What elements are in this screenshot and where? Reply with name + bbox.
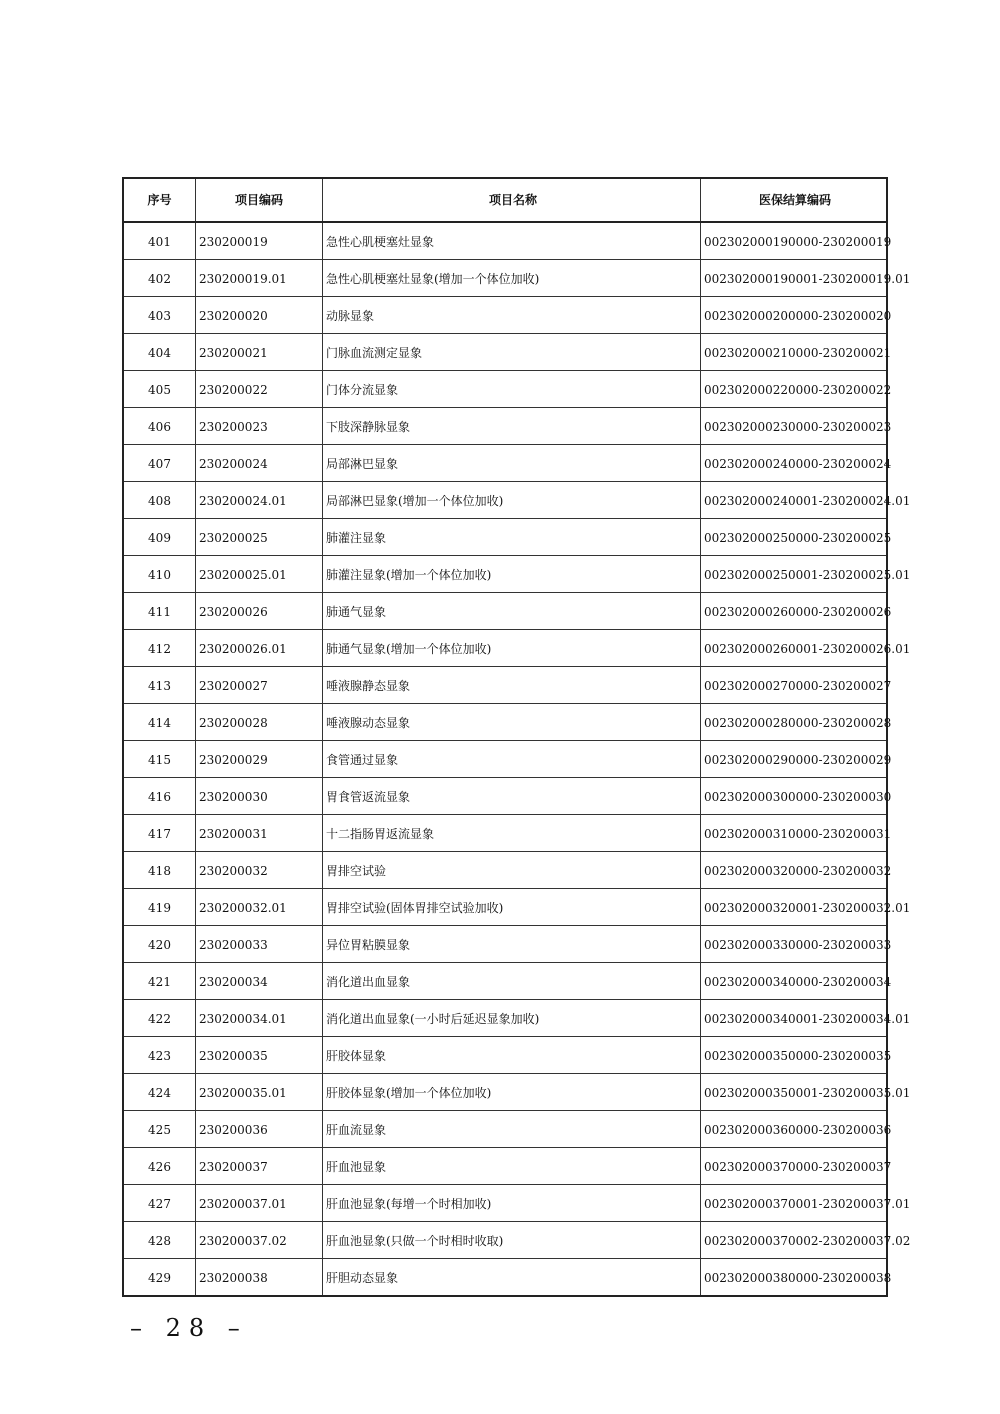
table-header: [123, 178, 887, 222]
cell-seq: 416: [123, 778, 196, 815]
cell-item-name: 门脉血流测定显象: [323, 334, 701, 371]
cell-item-code: 230200032.01: [196, 889, 323, 926]
cell-item-name: 唾液腺静态显象: [323, 667, 701, 704]
cell-item-name: 动脉显象: [323, 297, 701, 334]
table-row: [123, 556, 887, 593]
cell-seq: 406: [123, 408, 196, 445]
cell-item-code: 230200030: [196, 778, 323, 815]
cell-seq: 409: [123, 519, 196, 556]
table-row: [123, 963, 887, 1000]
table-row: [123, 519, 887, 556]
cell-insurance-code: 002302000190001-230200019.01: [701, 260, 888, 297]
cell-item-code: 230200022: [196, 371, 323, 408]
cell-item-code: 230200025: [196, 519, 323, 556]
cell-item-code: 230200021: [196, 334, 323, 371]
cell-seq: 405: [123, 371, 196, 408]
header-item-name: 项目名称: [323, 178, 701, 222]
cell-seq: 412: [123, 630, 196, 667]
cell-item-name: 急性心肌梗塞灶显象: [323, 222, 701, 260]
table-row: [123, 1111, 887, 1148]
cell-item-name: 肝胆动态显象: [323, 1259, 701, 1297]
cell-seq: 425: [123, 1111, 196, 1148]
table-row: [123, 815, 887, 852]
table-row: [123, 741, 887, 778]
cell-seq: 402: [123, 260, 196, 297]
cell-item-name: 下肢深静脉显象: [323, 408, 701, 445]
cell-insurance-code: 002302000340001-230200034.01: [701, 1000, 888, 1037]
cell-item-name: 胃排空试验: [323, 852, 701, 889]
cell-seq: 428: [123, 1222, 196, 1259]
cell-item-code: 230200038: [196, 1259, 323, 1297]
cell-insurance-code: 002302000210000-230200021: [701, 334, 888, 371]
cell-item-name: 异位胃粘膜显象: [323, 926, 701, 963]
cell-insurance-code: 002302000250001-230200025.01: [701, 556, 888, 593]
cell-item-code: 230200023: [196, 408, 323, 445]
cell-seq: 423: [123, 1037, 196, 1074]
cell-item-name: 肝胶体显象: [323, 1037, 701, 1074]
cell-insurance-code: 002302000290000-230200029: [701, 741, 888, 778]
header-row: [123, 178, 887, 222]
cell-item-name: 唾液腺动态显象: [323, 704, 701, 741]
table-row: [123, 260, 887, 297]
table-row: [123, 704, 887, 741]
cell-item-code: 230200032: [196, 852, 323, 889]
table-row: [123, 297, 887, 334]
table-row: [123, 334, 887, 371]
cell-item-name: 十二指肠胃返流显象: [323, 815, 701, 852]
cell-seq: 415: [123, 741, 196, 778]
table-body: [123, 222, 911, 1296]
cell-insurance-code: 002302000370002-230200037.02: [701, 1222, 888, 1259]
cell-seq: 424: [123, 1074, 196, 1111]
cell-item-name: 肺通气显象: [323, 593, 701, 630]
cell-seq: 413: [123, 667, 196, 704]
cell-item-code: 230200031: [196, 815, 323, 852]
cell-item-name: 急性心肌梗塞灶显象(增加一个体位加收): [323, 260, 701, 297]
cell-seq: 419: [123, 889, 196, 926]
cell-item-code: 230200024: [196, 445, 323, 482]
cell-item-name: 胃食管返流显象: [323, 778, 701, 815]
cell-insurance-code: 002302000270000-230200027: [701, 667, 888, 704]
cell-item-name: 食管通过显象: [323, 741, 701, 778]
cell-item-name: 胃排空试验(固体胃排空试验加收): [323, 889, 701, 926]
cell-item-name: 局部淋巴显象(增加一个体位加收): [323, 482, 701, 519]
table-row: [123, 222, 887, 260]
cell-item-code: 230200027: [196, 667, 323, 704]
cell-insurance-code: 002302000310000-230200031: [701, 815, 888, 852]
table-row: [123, 889, 887, 926]
cell-insurance-code: 002302000280000-230200028: [701, 704, 888, 741]
cell-seq: 429: [123, 1259, 196, 1297]
cell-insurance-code: 002302000370001-230200037.01: [701, 1185, 888, 1222]
cell-item-code: 230200037.01: [196, 1185, 323, 1222]
cell-item-code: 230200035: [196, 1037, 323, 1074]
cell-seq: 403: [123, 297, 196, 334]
cell-item-code: 230200026.01: [196, 630, 323, 667]
cell-item-name: 肝血池显象: [323, 1148, 701, 1185]
table-row: [123, 852, 887, 889]
page-number: – 28 –: [130, 1314, 248, 1342]
cell-item-code: 230200026: [196, 593, 323, 630]
cell-item-name: 消化道出血显象: [323, 963, 701, 1000]
cell-seq: 417: [123, 815, 196, 852]
header-item-code: 项目编码: [196, 178, 323, 222]
table-row: [123, 926, 887, 963]
cell-item-code: 230200037: [196, 1148, 323, 1185]
table-row: [123, 1037, 887, 1074]
table-row: [123, 1185, 887, 1222]
header-seq: 序号: [123, 178, 196, 222]
table-row: [123, 1000, 887, 1037]
cell-insurance-code: 002302000330000-230200033: [701, 926, 888, 963]
table-row: [123, 1222, 887, 1259]
item-code-table: [122, 177, 911, 1297]
cell-item-name: 局部淋巴显象: [323, 445, 701, 482]
cell-insurance-code: 002302000380000-230200038: [701, 1259, 888, 1297]
table-row: [123, 445, 887, 482]
cell-item-code: 230200028: [196, 704, 323, 741]
cell-insurance-code: 002302000320000-230200032: [701, 852, 888, 889]
cell-item-name: 消化道出血显象(一小时后延迟显象加收): [323, 1000, 701, 1037]
cell-seq: 410: [123, 556, 196, 593]
cell-item-code: 230200019.01: [196, 260, 323, 297]
cell-seq: 401: [123, 222, 196, 260]
cell-insurance-code: 002302000260001-230200026.01: [701, 630, 888, 667]
cell-item-name: 肺通气显象(增加一个体位加收): [323, 630, 701, 667]
cell-insurance-code: 002302000350001-230200035.01: [701, 1074, 888, 1111]
cell-insurance-code: 002302000340000-230200034: [701, 963, 888, 1000]
cell-item-name: 肝胶体显象(增加一个体位加收): [323, 1074, 701, 1111]
table-row: [123, 667, 887, 704]
cell-insurance-code: 002302000190000-230200019: [701, 222, 888, 260]
cell-item-code: 230200029: [196, 741, 323, 778]
cell-seq: 404: [123, 334, 196, 371]
cell-insurance-code: 002302000370000-230200037: [701, 1148, 888, 1185]
cell-item-code: 230200033: [196, 926, 323, 963]
cell-insurance-code: 002302000320001-230200032.01: [701, 889, 888, 926]
table-row: [123, 408, 887, 445]
table-row: [123, 630, 887, 667]
cell-seq: 422: [123, 1000, 196, 1037]
cell-item-name: 肺灌注显象(增加一个体位加收): [323, 556, 701, 593]
cell-insurance-code: 002302000260000-230200026: [701, 593, 888, 630]
cell-seq: 420: [123, 926, 196, 963]
cell-seq: 418: [123, 852, 196, 889]
cell-item-name: 肝血池显象(每增一个时相加收): [323, 1185, 701, 1222]
cell-insurance-code: 002302000350000-230200035: [701, 1037, 888, 1074]
table-row: [123, 1074, 887, 1111]
table-row: [123, 371, 887, 408]
cell-seq: 427: [123, 1185, 196, 1222]
cell-insurance-code: 002302000200000-230200020: [701, 297, 888, 334]
cell-item-code: 230200037.02: [196, 1222, 323, 1259]
cell-item-name: 门体分流显象: [323, 371, 701, 408]
header-insurance-code: 医保结算编码: [701, 178, 888, 222]
cell-seq: 408: [123, 482, 196, 519]
cell-item-code: 230200034.01: [196, 1000, 323, 1037]
cell-seq: 421: [123, 963, 196, 1000]
cell-item-name: 肺灌注显象: [323, 519, 701, 556]
cell-item-code: 230200019: [196, 222, 323, 260]
cell-insurance-code: 002302000240000-230200024: [701, 445, 888, 482]
cell-item-name: 肝血池显象(只做一个时相时收取): [323, 1222, 701, 1259]
cell-insurance-code: 002302000240001-230200024.01: [701, 482, 888, 519]
cell-seq: 411: [123, 593, 196, 630]
table-row: [123, 1259, 887, 1297]
table-row: [123, 1148, 887, 1185]
cell-seq: 426: [123, 1148, 196, 1185]
cell-insurance-code: 002302000300000-230200030: [701, 778, 888, 815]
cell-insurance-code: 002302000360000-230200036: [701, 1111, 888, 1148]
cell-item-code: 230200034: [196, 963, 323, 1000]
cell-insurance-code: 002302000220000-230200022: [701, 371, 888, 408]
table-row: [123, 778, 887, 815]
cell-item-code: 230200020: [196, 297, 323, 334]
cell-item-code: 230200025.01: [196, 556, 323, 593]
cell-item-name: 肝血流显象: [323, 1111, 701, 1148]
table-row: [123, 482, 887, 519]
cell-item-code: 230200036: [196, 1111, 323, 1148]
cell-item-code: 230200024.01: [196, 482, 323, 519]
cell-insurance-code: 002302000230000-230200023: [701, 408, 888, 445]
table-row: [123, 593, 887, 630]
cell-insurance-code: 002302000250000-230200025: [701, 519, 888, 556]
cell-seq: 414: [123, 704, 196, 741]
cell-seq: 407: [123, 445, 196, 482]
cell-item-code: 230200035.01: [196, 1074, 323, 1111]
